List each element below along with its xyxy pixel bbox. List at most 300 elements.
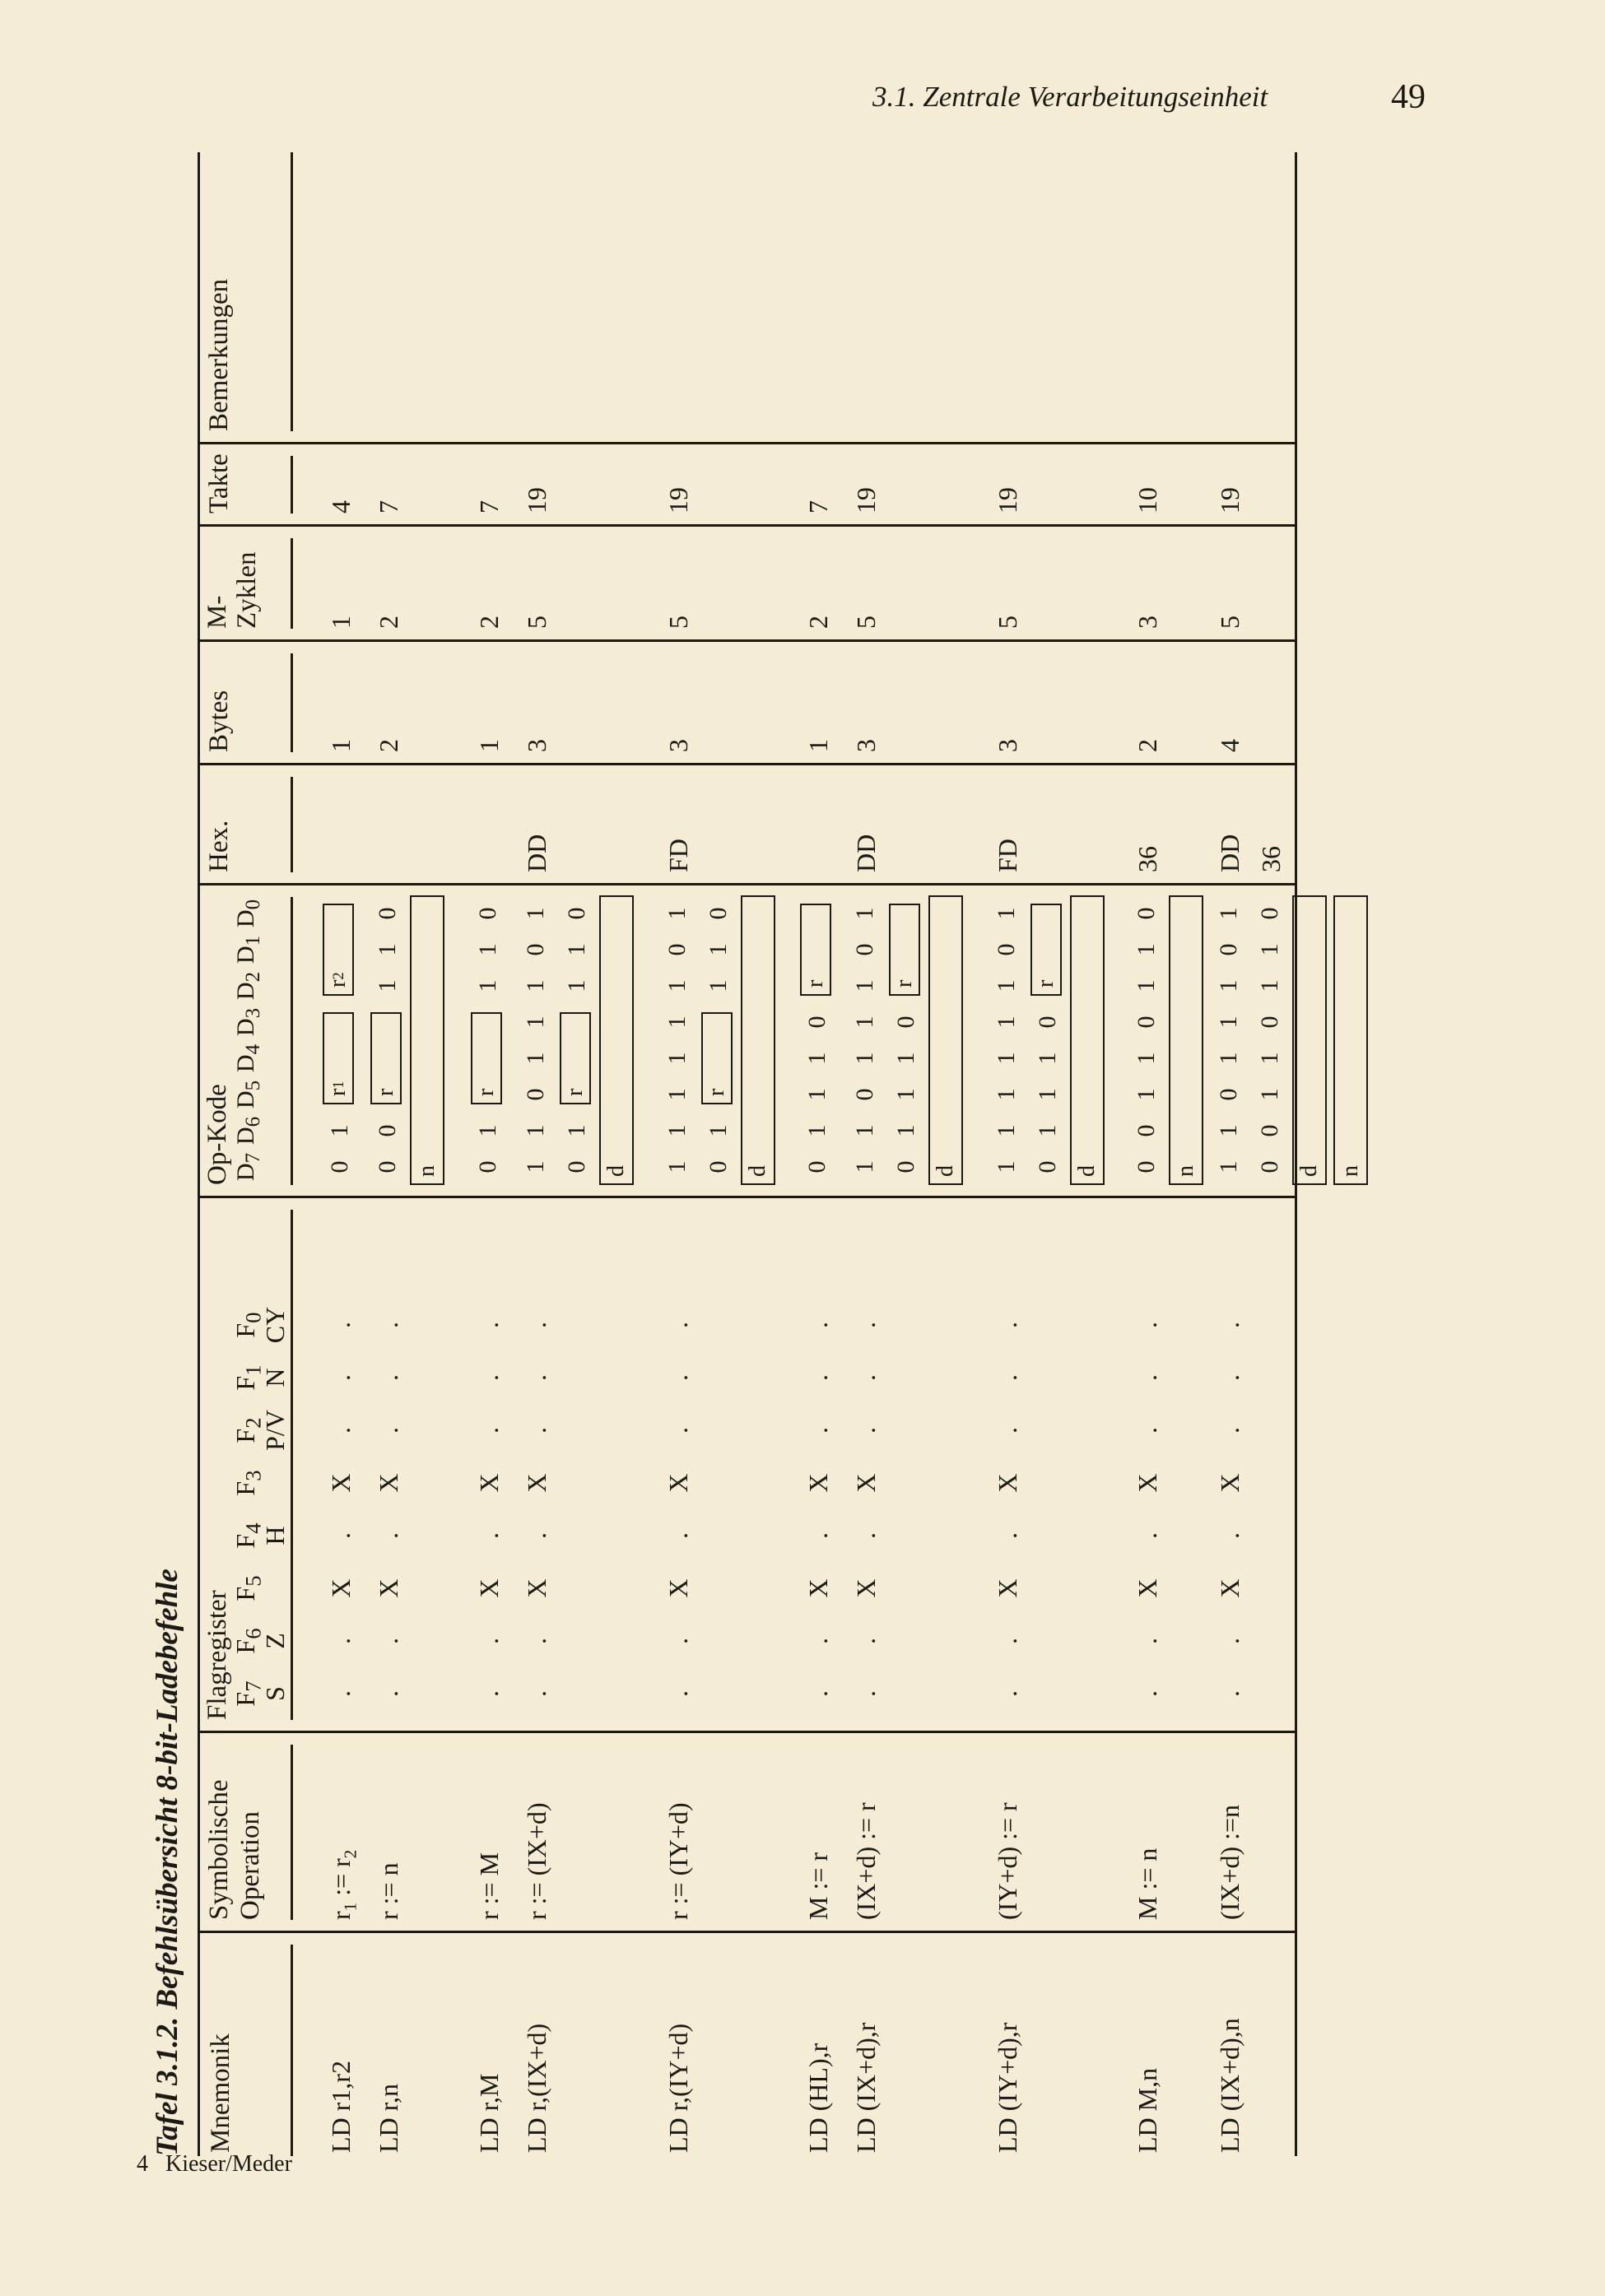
takte-cell: 7 [474,500,504,514]
mnemonic-cell: LD (HL),r [803,2043,833,2153]
flag-value: . [474,1374,504,1381]
opcode-bit: 1 [474,979,501,992]
mcycles-cell: 5 [522,616,551,629]
flag-value: . [663,1690,693,1697]
takte-cell: 19 [1215,487,1244,514]
mnemonic-cell: LD (IY+d),r [993,2022,1022,2153]
flag-value: X [1133,1578,1162,1598]
opcode-bit: 0 [803,1016,830,1029]
mcycles-cell: 2 [803,616,833,629]
opcode-bit: 1 [851,1052,878,1065]
bytes-cell: 2 [374,739,403,752]
bytes-header-rule [291,653,293,752]
column-rule-op [198,1931,1295,1933]
opcode-bit: 1 [374,979,401,992]
opcode-bit: 0 [705,1160,732,1174]
flag-value: . [1133,1532,1162,1539]
hex-cell: DD [851,834,881,872]
opcode-bits-row [802,895,836,1185]
flag-value: X [663,1473,693,1493]
opcode-bit: 0 [1034,1016,1061,1029]
bytes-cell: 4 [1215,739,1244,752]
opcode-register-box: r [560,1012,591,1104]
operation-cell: (IY+d) := r [993,1802,1022,1920]
header-operation-1: Symbolische [204,1779,234,1920]
flag-value: X [522,1578,551,1598]
opcode-bits-row [706,895,737,1185]
opcode-bit: 1 [851,1016,878,1029]
flag-value: X [993,1473,1022,1493]
opcode-bit: 1 [993,1124,1020,1137]
opcode-bit: 1 [1215,1160,1242,1174]
header-remarks: Bemerkungen [204,278,234,431]
opcode-bit: 0 [1133,1124,1160,1137]
opcode-bit: 1 [474,1124,501,1137]
header-opcode: Op-Kode [202,1084,232,1185]
opcode-bit: 1 [474,943,501,956]
mnemonic-cell: LD r1,r2 [326,2061,356,2153]
flag-label: S [260,1686,290,1701]
opcode-bit: 0 [326,1160,353,1174]
header-hex: Hex. [204,820,234,872]
opcode-bit: 1 [993,1088,1020,1101]
header-mcycles-1: M- [202,595,232,629]
flag-value: . [851,1427,881,1434]
opcode-register-field [706,1004,737,1113]
bytes-cell: 1 [326,739,356,752]
mnemonic-cell: LD r,M [474,2073,504,2153]
flag-label: CY [260,1306,290,1344]
opcode-bit: 0 [1133,1016,1160,1029]
opcode-bit: 1 [993,1052,1020,1065]
flag-value: . [522,1532,551,1539]
opcode-bit: 1 [1034,1052,1061,1065]
flag-value: . [374,1427,403,1434]
opcode-bit: 1 [892,1052,919,1065]
opcode-bit: 0 [374,907,401,920]
opcode-bit: 0 [1133,907,1160,920]
bytes-cell: 3 [663,739,693,752]
flag-label: $F_0$ [230,1312,266,1338]
operation-cell: r := (IX+d) [522,1802,551,1920]
flag-value: . [1133,1374,1162,1381]
opcode-register-field [325,1004,359,1113]
flags-header-rule [291,1210,293,1720]
opcode-bit: 0 [522,1088,549,1101]
opcode-bit: 1 [663,1160,691,1174]
opcode-bit: 1 [663,979,691,992]
header-operation-2: Operation [235,1811,265,1920]
opcode-bits-row [1134,895,1159,1185]
flag-value: . [474,1427,504,1434]
header-bytes: Bytes [204,690,234,752]
flag-value: . [474,1532,504,1539]
bit-label: $D_5$ [232,1080,264,1109]
flag-value: . [803,1322,833,1328]
column-rule-bytes [198,763,1295,765]
flag-value: X [993,1578,1022,1598]
bytes-cell: 2 [1133,739,1162,752]
opcode-bit: 1 [993,1016,1020,1029]
flag-value: . [522,1427,551,1434]
header-mnemonic: Mnemonik [206,2033,235,2153]
mnemonic-cell: LD (IX+d),r [851,2022,881,2153]
flag-value: . [326,1690,356,1697]
flag-label: Z [260,1633,290,1649]
opcode-bit: 1 [993,907,1020,920]
opcode-bit: 1 [663,1016,691,1029]
opcode-bit: 1 [892,1124,919,1137]
bit-label: $D_4$ [232,1043,264,1073]
flag-value: . [522,1374,551,1381]
flag-value: . [374,1690,403,1697]
opcode-bit: 1 [522,907,549,920]
opcode-bit: 1 [663,1088,691,1101]
column-rule-mcyc [198,639,1295,642]
flag-value: . [663,1374,693,1381]
bytes-cell: 3 [851,739,881,752]
opcode-operand-box: n [1333,895,1368,1185]
hex-cell: FD [663,839,693,872]
opcode-bit: 1 [663,1124,691,1137]
takte-header-rule [291,456,293,514]
flags-cell [994,1299,1021,1720]
opcode-bit: 0 [993,943,1020,956]
opcode-bit: 0 [1133,1160,1160,1174]
header-flagregister: Flagregister [202,1590,232,1720]
opcode-bit: 1 [803,1088,830,1101]
flag-value: X [1133,1473,1162,1493]
opcode-bit: 0 [1034,1160,1061,1174]
bit-label: $D_6$ [232,1116,264,1146]
flags-cell [523,1299,550,1720]
bytes-cell: 1 [474,739,504,752]
opcode-bit: 1 [1133,1088,1160,1101]
opcode-register-field [891,895,925,1004]
opcode-bit: 1 [803,1124,830,1137]
opcode-bit: 1 [1133,979,1160,992]
flag-label: $F_3$ [230,1470,266,1496]
operation-cell: r := (IY+d) [663,1802,693,1920]
opcode-bit: 1 [326,1124,353,1137]
opcode-register-field [562,1004,596,1113]
bit-label: $D_2$ [232,971,264,1001]
opcode-bit: 0 [1256,907,1283,920]
flag-value: . [1133,1427,1162,1434]
operation-cell: M := n [1133,1847,1162,1920]
opcode-bit: 1 [705,943,732,956]
opcode-register-field [1035,895,1067,1004]
opcode-register-box: r [701,1012,733,1104]
opcode-bit: 1 [851,1160,878,1174]
opcode-register-box: r [800,904,831,996]
mcycles-cell: 5 [663,616,693,629]
operation-cell: r := M [474,1852,504,1920]
opcode-bit: 0 [1256,1160,1283,1174]
opcode-operand-box: n [410,895,444,1185]
opcode-bits-row [665,895,690,1185]
flags-cell [805,1299,831,1720]
flag-value: . [374,1374,403,1381]
bit-label: $D_1$ [232,935,264,964]
opcode-bit: 0 [1215,1088,1242,1101]
header-mcycles-2: Zyklen [232,551,262,629]
flag-value: . [663,1427,693,1434]
flag-value: X [1215,1473,1244,1493]
mnemonic-header-rule [291,1945,293,2156]
flag-value: X [326,1473,356,1493]
flag-label: $F_7$ [230,1680,266,1707]
flag-value: . [851,1638,881,1644]
opcode-bit: 1 [1034,1088,1061,1101]
opcode-bit: 1 [1215,979,1242,992]
opcode-bit: 0 [374,1124,401,1137]
bit-label: $D_3$ [232,1007,264,1037]
opcode-header-rule [291,897,293,1185]
opcode-bit: 1 [522,1052,549,1065]
opcode-bit: 0 [851,943,878,956]
flag-value: . [1215,1374,1244,1381]
flag-value: . [803,1374,833,1381]
opcode-bit: 0 [663,943,691,956]
opcode-bit: 1 [851,907,878,920]
opcode-bit: 0 [1256,1124,1283,1137]
opcode-bit: 1 [1133,1052,1160,1065]
hex-cell: FD [993,839,1022,872]
opcode-bit: 1 [851,1124,878,1137]
opcode-bit: 1 [892,1088,919,1101]
opcode-bit: 1 [663,907,691,920]
mnemonic-cell: LD r,n [374,2083,403,2153]
column-rule-rem [198,442,1295,444]
opcode-bit: 1 [1256,1088,1283,1101]
footer-sheet-number: 4 [137,2151,148,2177]
opcode-bit: 1 [1256,943,1283,956]
flag-value: . [474,1690,504,1697]
flag-value: X [663,1578,693,1598]
hex-cell: DD [1215,834,1244,872]
flag-label [262,1457,288,1509]
flag-label: $F_6$ [230,1628,266,1654]
takte-cell: 7 [374,500,403,514]
page-number: 49 [1391,78,1426,116]
opcode-bit: 0 [851,1088,878,1101]
flag-label: N [260,1368,290,1387]
opcode-bit: 1 [522,1160,549,1174]
opcode-bit: 0 [474,1160,501,1174]
remarks-header-rule [291,152,293,431]
flag-value: X [851,1473,881,1493]
flags-cell [1217,1299,1243,1720]
opcode-bits-row [523,895,548,1185]
flag-label: $F_2$ [230,1417,266,1443]
opcode-bit: 0 [374,1160,401,1174]
opcode-register-field [325,895,359,1004]
flag-value: . [803,1532,833,1539]
table-caption: Tafel 3.1.2. Befehlsübersicht 8-bit-Ladebefehle [151,1569,184,2156]
column-rule-takte [198,524,1295,527]
opcode-bits-row [1258,895,1282,1185]
flag-value: . [851,1532,881,1539]
bit-label: $D_0$ [232,899,264,928]
opcode-bits-row [1217,895,1241,1185]
opcode-bit: 0 [892,1016,919,1029]
flag-value: X [803,1578,833,1598]
opcode-bit: 0 [1215,943,1242,956]
flag-value: . [522,1690,551,1697]
opcode-bit: 1 [1215,907,1242,920]
opcode-bit: 0 [522,943,549,956]
mnemonic-cell: LD r,(IY+d) [663,2023,693,2153]
opcode-bit: 1 [705,1124,732,1137]
takte-cell: 7 [803,500,833,514]
flag-value: . [1215,1322,1244,1328]
takte-cell: 10 [1133,487,1162,514]
opcode-bit: 1 [1215,1016,1242,1029]
opcode-bit: 1 [522,979,549,992]
opcode-operand-box: d [599,895,634,1185]
opcode-bit: 1 [522,1124,549,1137]
opcode-bits-row [562,895,596,1185]
flags-cell [476,1299,502,1720]
flag-value: . [374,1638,403,1644]
opcode-bit: 1 [563,1124,590,1137]
flag-value: . [522,1322,551,1328]
bit-label: $D_7$ [232,1152,264,1182]
flag-value: . [663,1532,693,1539]
opcode-bit: 0 [892,1160,919,1174]
opcode-operand-box: n [1169,895,1203,1185]
flag-value: X [374,1578,403,1598]
flag-value: X [326,1578,356,1598]
flags-cell [375,1299,402,1720]
bytes-cell: 3 [993,739,1022,752]
opcode-bit: 1 [705,979,732,992]
flags-cell [328,1299,354,1720]
takte-cell: 19 [663,487,693,514]
flag-value: . [1215,1638,1244,1644]
opcode-bit: 0 [705,907,732,920]
opcode-bits-row [994,895,1019,1185]
opcode-bit: 1 [374,943,401,956]
flag-labels-top [232,1299,264,1720]
flag-value: . [803,1690,833,1697]
opcode-bit: 1 [522,1016,549,1029]
flag-value: X [474,1578,504,1598]
flag-value: X [374,1473,403,1493]
flag-value: . [522,1638,551,1644]
mcycles-cell: 5 [993,616,1022,629]
opcode-bits-row [375,895,407,1185]
hex-cell: 36 [1256,846,1286,872]
mcycles-cell: 2 [474,616,504,629]
opcode-bit: 0 [474,907,501,920]
mcycles-cell: 5 [851,616,881,629]
opcode-register-box: r [889,904,920,996]
opcode-operand-box: d [928,895,963,1185]
opcode-register-field [473,1004,507,1113]
mnemonic-cell: LD r,(IX+d) [522,2023,551,2153]
opcode-bit: 1 [663,1052,691,1065]
header-takte: Takte [204,453,234,514]
flag-value: . [851,1690,881,1697]
flags-cell [665,1299,691,1720]
flag-label: H [260,1526,290,1545]
opcode-bit: 1 [803,1052,830,1065]
opcode-bit: 1 [1215,1124,1242,1137]
opcode-bit: 0 [563,1160,590,1174]
mcycles-header-rule [291,538,293,629]
opcode-operand-box: d [1070,895,1105,1185]
footer-authors: Kieser/Meder [165,2151,292,2177]
flags-cell [853,1299,879,1720]
flag-value: . [326,1322,356,1328]
flag-value: . [374,1322,403,1328]
flag-labels-bottom [262,1299,288,1720]
flag-value: . [803,1427,833,1434]
mcycles-cell: 1 [326,616,356,629]
flag-value: . [374,1532,403,1539]
opcode-bit: 1 [1034,1124,1061,1137]
table-top-rule [198,152,200,2156]
flag-label: $F_1$ [230,1364,266,1391]
opcode-bits-row [1035,895,1067,1185]
flag-label: P/V [260,1410,290,1451]
flag-value: . [474,1322,504,1328]
flag-value: . [993,1374,1022,1381]
opcode-bit: 0 [1256,1016,1283,1029]
flags-cell [1134,1299,1161,1720]
flag-value: X [1215,1578,1244,1598]
page-footer [137,2151,292,2177]
opcode-bit: 0 [803,1160,830,1174]
opcode-bit-labels [234,895,263,1185]
flag-value: X [474,1473,504,1493]
running-head: 3.1. Zentrale Verarbeitungseinheit [872,81,1268,113]
opcode-bits-row [853,895,877,1185]
flag-value: . [1133,1322,1162,1328]
flag-value: . [474,1638,504,1644]
opcode-bit: 1 [563,979,590,992]
takte-cell: 19 [993,487,1022,514]
opcode-register-box: r [1030,904,1062,996]
operation-cell: r := n [374,1862,403,1920]
opcode-bit: 1 [1256,1052,1283,1065]
flag-label: $F_4$ [230,1522,266,1549]
flag-value: X [851,1578,881,1598]
flag-value: . [993,1690,1022,1697]
opcode-bit: 0 [563,907,590,920]
flag-value: . [326,1374,356,1381]
opcode-register-box: r 1 [323,1012,354,1104]
operation-cell: $r_1$ := $r_2$ [326,1849,361,1920]
operation-header-rule [291,1745,293,1920]
opcode-bit: 1 [851,979,878,992]
hex-cell: 36 [1133,846,1162,872]
opcode-register-box: r [471,1012,502,1104]
operation-cell: (IX+d) := r [851,1802,881,1920]
flag-value: . [326,1532,356,1539]
flag-value: X [803,1473,833,1493]
flag-value: . [993,1638,1022,1644]
column-rule-opcode [198,1196,1295,1198]
opcode-register-box: r [370,1012,402,1104]
opcode-bit: 1 [1133,943,1160,956]
takte-cell: 19 [522,487,551,514]
flag-value: . [1133,1690,1162,1697]
flag-label [262,1562,288,1615]
flag-value: . [1215,1532,1244,1539]
